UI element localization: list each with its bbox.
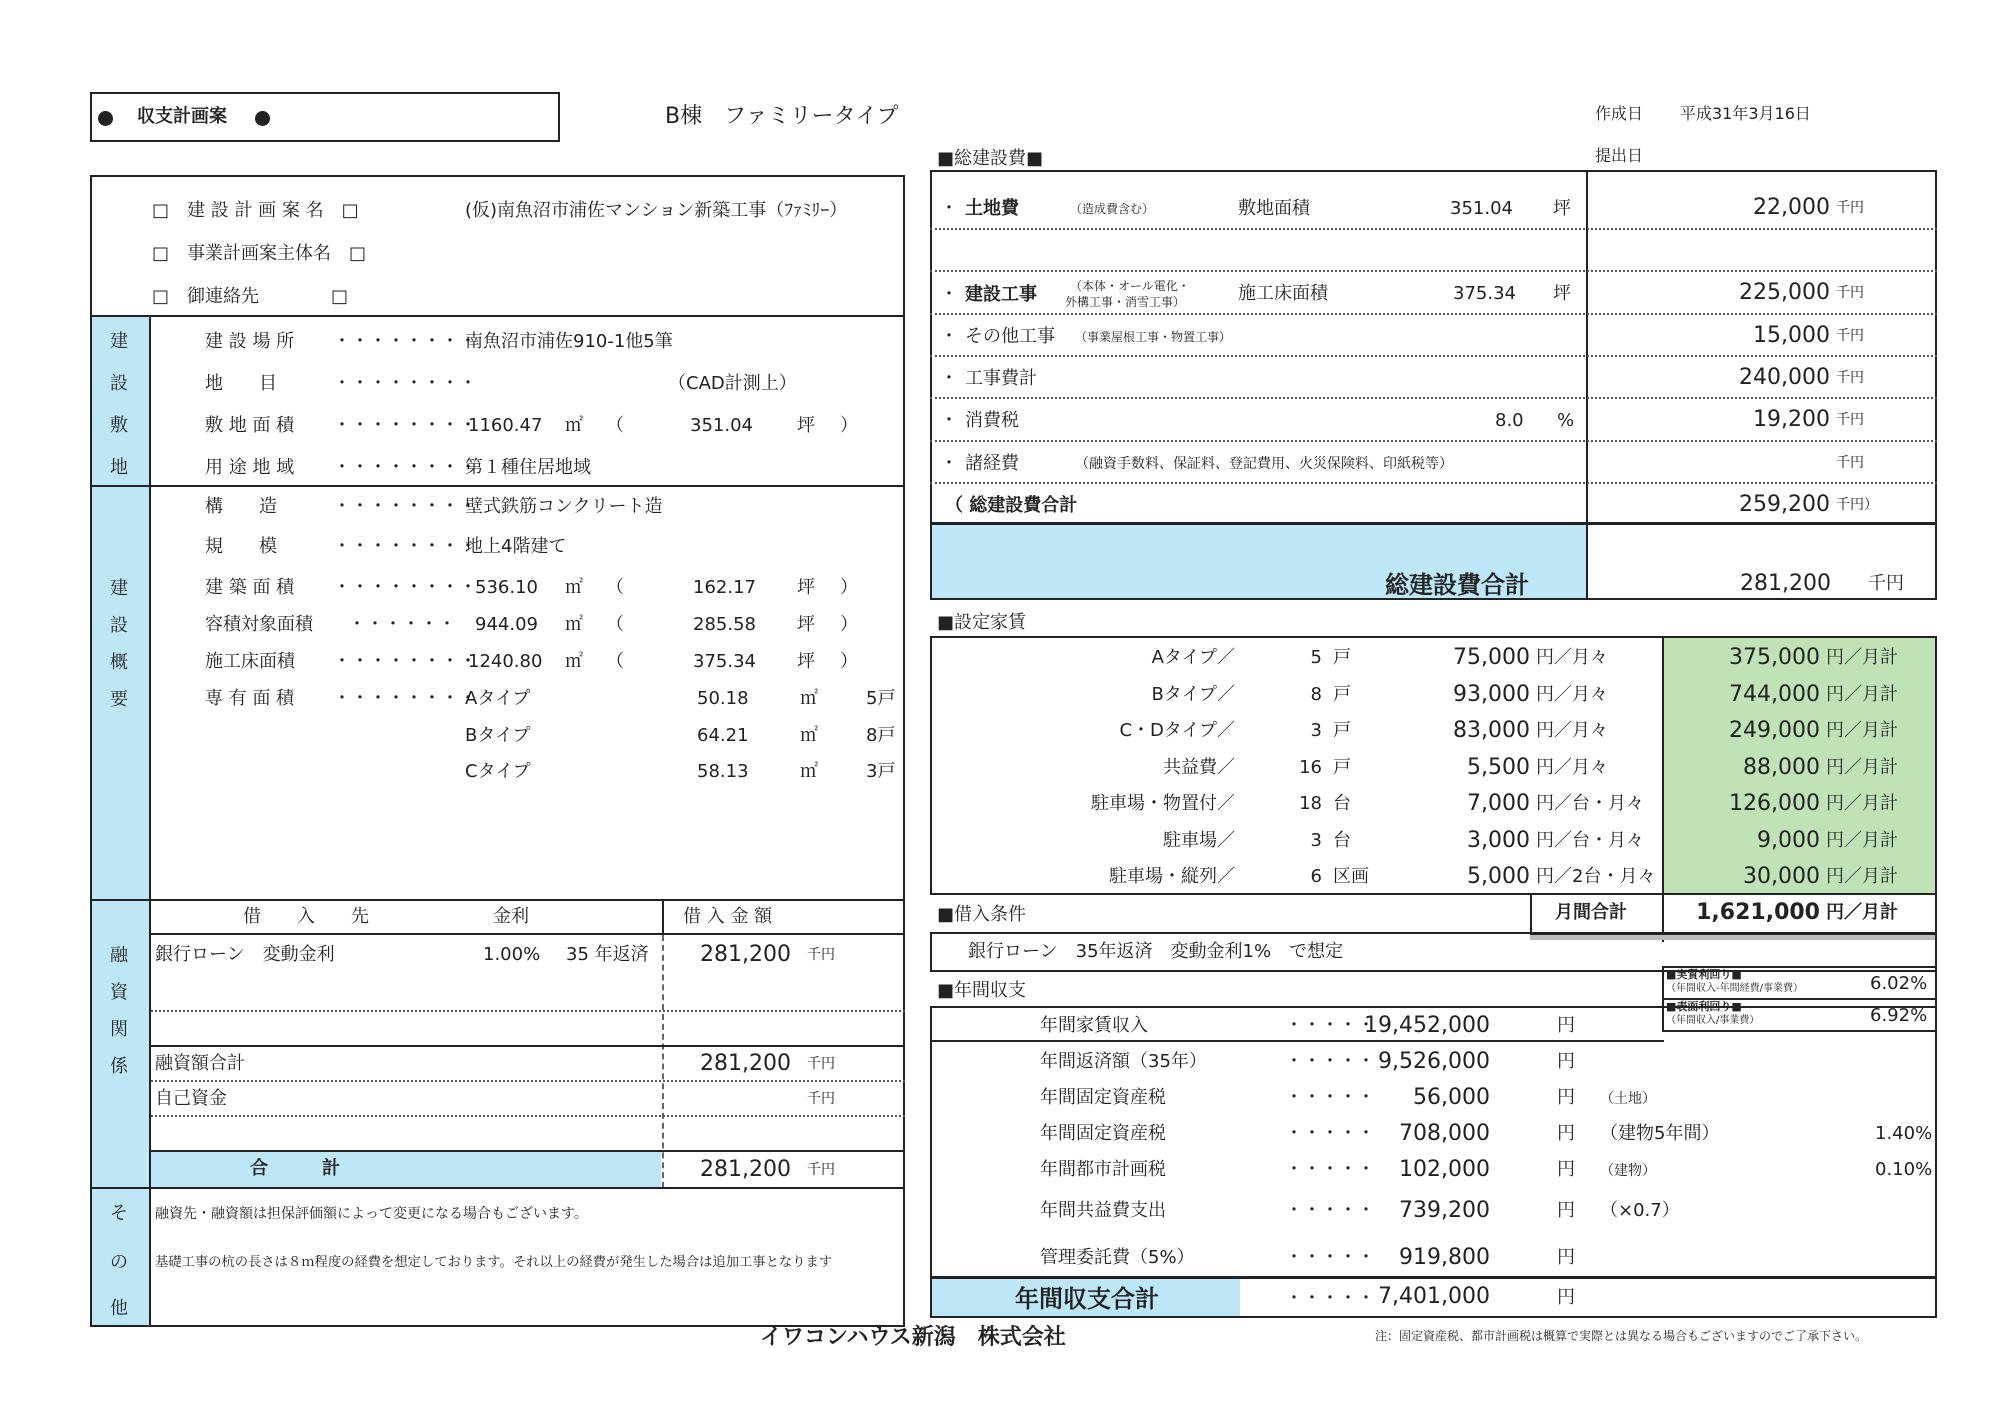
misc-label: 諸経費	[965, 453, 1019, 474]
unit-tsubo: 坪	[1553, 198, 1571, 219]
site-side-4: 地	[110, 457, 128, 478]
footer-note: 注：固定資産税、都市計画税は概算で実際とは異なる場合もございますのでご了承下さい。	[1375, 1329, 1868, 1343]
surface-yield-note: （年間収入/事業費）	[1666, 1015, 1760, 1026]
submitted-label: 提出日	[1595, 146, 1644, 165]
rent-row-unit: 戸	[1333, 720, 1351, 741]
annual-total-label: 年間収支合計	[1015, 1285, 1159, 1313]
other-side-2: の	[110, 1252, 128, 1273]
unit-tsubo: 坪	[797, 614, 815, 635]
created-label: 作成日	[1595, 104, 1644, 123]
dots: ・・・・・・・・	[333, 536, 477, 557]
rent-row-unit: 戸	[1333, 757, 1351, 778]
loan-amount: 281,200	[700, 942, 791, 967]
unit-thousand-yen: 千円	[1836, 328, 1864, 344]
bullet: ・	[940, 198, 958, 219]
unit-m2: ㎡	[565, 577, 583, 598]
type-a-units: 5戸	[866, 688, 896, 709]
annual-row-dots: ・・・・・	[1285, 1087, 1375, 1108]
annual-row-yen: 円	[1557, 1159, 1575, 1180]
dots: ・・・・・・・・	[333, 651, 477, 672]
rent-row-label: Aタイプ／	[1151, 647, 1235, 668]
annual-row-label: 年間共益費支出	[1040, 1200, 1166, 1221]
annual-row-yen: 円	[1557, 1015, 1575, 1036]
volume-area-m2: 944.09	[475, 614, 538, 635]
structure-value: 壁式鉄筋コンクリート造	[465, 496, 663, 517]
floor-area-m2: 1240.80	[468, 651, 543, 672]
rent-row-total-unit: 円／月計	[1826, 720, 1898, 741]
surface-yield-label: ■表面利回り■	[1666, 1000, 1742, 1013]
unit-m2: ㎡	[565, 415, 583, 436]
rent-row-label: C・Dタイプ／	[1119, 720, 1235, 741]
monthly-total-value: 1,621,000	[1696, 900, 1820, 925]
real-yield-note: （年間収入-年間経費/事業費）	[1666, 983, 1803, 994]
finance-side-2: 資	[110, 982, 128, 1003]
unit-tsubo: 坪	[797, 415, 815, 436]
dots: ・・・・・・・・	[333, 373, 477, 394]
equity-label: 自己資金	[155, 1088, 227, 1109]
finance-sum-value: 281,200	[700, 1157, 791, 1182]
unit-thousand-yen: 千円	[1868, 573, 1904, 594]
rent-row-total-unit: 円／月計	[1826, 793, 1898, 814]
monthly-total-unit: 円／月計	[1826, 902, 1898, 923]
unit-thousand-yen: 千円）	[1836, 497, 1878, 513]
rent-row-price: 5,000	[1467, 864, 1530, 889]
rent-row-count: 16	[1299, 757, 1322, 778]
page-title: B棟 ファミリータイプ	[665, 104, 899, 129]
annual-row-label: 管理委託費（5%）	[1040, 1247, 1195, 1268]
annual-row-label: 年間家賃収入	[1040, 1015, 1148, 1036]
dots: ・・・・・・・・	[333, 331, 477, 352]
annual-row-dots: ・・・・・	[1285, 1247, 1375, 1268]
dots: ・・・・・	[1285, 1288, 1375, 1309]
unit-tsubo: 坪	[1553, 283, 1571, 304]
other-side-3: 他	[110, 1298, 128, 1319]
structure-label: 構 造	[205, 496, 277, 517]
location-value: 南魚沼市浦佐910-1他5筆	[465, 331, 673, 352]
annual-row-note: （土地）	[1600, 1091, 1656, 1107]
grand-total-label: 総建設費合計	[1385, 571, 1529, 599]
type-b-name: Bタイプ	[465, 725, 531, 746]
floor-area-label: 施工床面積	[205, 651, 295, 672]
unit-m2: ㎡	[565, 651, 583, 672]
dots: ・・・・・・	[348, 614, 456, 635]
dots: ・・・・・・・・	[333, 688, 477, 709]
annual-row-dots: ・・・・・	[1285, 1159, 1375, 1180]
loan-name: 銀行ローン 変動金利	[155, 944, 335, 965]
rent-row-count: 5	[1310, 647, 1322, 668]
rent-row-price-unit: 円／2台・月々	[1536, 866, 1656, 887]
loan-term: 35 年返済	[566, 944, 649, 965]
rent-row-total: 88,000	[1743, 755, 1820, 780]
category-label: 地 目	[205, 373, 277, 394]
grand-total-value: 281,200	[1740, 571, 1831, 596]
rent-row-price: 5,500	[1467, 755, 1530, 780]
paren-open: （	[606, 614, 624, 635]
unit-thousand-yen: 千円	[1836, 285, 1864, 301]
other-note-1: 融資先・融資額は担保評価額によって変更になる場合もございます。	[155, 1206, 588, 1222]
loan-total-value: 281,200	[700, 1051, 791, 1076]
annual-row-note: （建物）	[1600, 1163, 1656, 1179]
unit-m2: ㎡	[800, 761, 818, 782]
paren-close: ）	[840, 415, 858, 436]
bullet: ・	[940, 410, 958, 431]
annual-row-pct: 1.40%	[1875, 1123, 1933, 1144]
annual-row-value: 9,526,000	[1378, 1049, 1490, 1074]
finance-side-1: 融	[110, 945, 128, 966]
category-value: （CAD計測上）	[668, 373, 797, 394]
annual-row-value: 919,800	[1399, 1245, 1490, 1270]
annual-row-yen: 円	[1557, 1200, 1575, 1221]
scale-label: 規 模	[205, 536, 277, 557]
rent-row-total: 375,000	[1729, 645, 1820, 670]
finance-side-3: 関	[110, 1019, 128, 1040]
annual-row-yen: 円	[1557, 1087, 1575, 1108]
outline-side-1: 建	[110, 578, 128, 599]
rent-row-total-unit: 円／月計	[1826, 684, 1898, 705]
tax-value: 19,200	[1753, 407, 1830, 432]
loan-rate: 1.00%	[483, 944, 541, 965]
zoning-value: 第１種住居地域	[465, 457, 591, 478]
misc-note: （融資手数料、保証料、登記費用、火災保険料、印紙税等）	[1075, 456, 1453, 472]
rent-row-label: 駐車場／	[1163, 830, 1235, 851]
private-area-label: 専 有 面 積	[205, 688, 295, 709]
annual-row-dots: ・・・・・	[1285, 1200, 1375, 1221]
annual-row-pct: 0.10%	[1875, 1159, 1933, 1180]
annual-total-value: 7,401,000	[1378, 1284, 1490, 1309]
rent-row-count: 3	[1310, 830, 1322, 851]
annual-row-dots: ・・・・・	[1285, 1123, 1375, 1144]
side-col-finance	[92, 901, 149, 1187]
unit-thousand-yen: 千円	[1836, 200, 1864, 216]
rent-section-title: ■設定家賃	[937, 612, 1027, 633]
location-label: 建 設 場 所	[205, 331, 295, 352]
other-side-1: そ	[110, 1203, 128, 1224]
site-side-2: 設	[110, 373, 128, 394]
type-c-area: 58.13	[697, 761, 749, 782]
rent-row-total: 126,000	[1729, 791, 1820, 816]
zoning-label: 用 途 地 域	[205, 457, 295, 478]
finance-side-4: 係	[110, 1056, 128, 1077]
unit-thousand-yen: 千円	[1836, 455, 1864, 471]
surface-yield-value: 6.92%	[1870, 1005, 1928, 1026]
rent-row-price-unit: 円／台・月々	[1536, 830, 1644, 851]
company-name: イワコンハウス新潟 株式会社	[760, 1325, 1066, 1350]
finance-h-amount: 借 入 金 額	[683, 906, 773, 927]
costs-sum-value: 259,200	[1739, 492, 1830, 517]
rent-row-price: 83,000	[1453, 718, 1530, 743]
rent-row-count: 18	[1299, 793, 1322, 814]
site-area-m2: 1160.47	[468, 415, 543, 436]
costs-sum-label: （ 総建設費合計	[945, 495, 1078, 516]
bullet: ・	[940, 368, 958, 389]
dots: ・・・・・・・・	[333, 457, 477, 478]
construction-value: 225,000	[1739, 280, 1830, 305]
paren-close: ）	[840, 614, 858, 635]
paren-open: （	[606, 651, 624, 672]
rent-row-price: 75,000	[1453, 645, 1530, 670]
rent-row-price: 3,000	[1467, 828, 1530, 853]
monthly-total-label: 月間合計	[1555, 902, 1627, 923]
building-area-tsubo: 162.17	[693, 577, 756, 598]
rent-row-label: 駐車場・縦列／	[1109, 866, 1235, 887]
unit-m2: ㎡	[565, 614, 583, 635]
annual-row-value: 19,452,000	[1364, 1013, 1490, 1038]
outline-side-3: 概	[110, 652, 128, 673]
land-cost-label: 土地費	[965, 198, 1019, 219]
site-area-label: 敷 地 面 積	[205, 415, 295, 436]
unit-thousand-yen: 千円	[1836, 370, 1864, 386]
annual-row-label: 年間固定資産税	[1040, 1087, 1166, 1108]
unit-m2: ㎡	[800, 688, 818, 709]
construction-area: 375.34	[1453, 283, 1516, 304]
rent-row-count: 6	[1310, 866, 1322, 887]
unit-tsubo: 坪	[797, 577, 815, 598]
volume-area-label: 容積対象面積	[205, 614, 313, 635]
bullet: ・	[940, 284, 958, 305]
floor-area-tsubo: 375.34	[693, 651, 756, 672]
building-area-label: 建 築 面 積	[205, 577, 295, 598]
land-area: 351.04	[1450, 198, 1513, 219]
rent-row-label: Bタイプ／	[1151, 684, 1235, 705]
type-b-units: 8戸	[866, 725, 896, 746]
annual-row-label: 年間固定資産税	[1040, 1123, 1166, 1144]
annual-row-yen: 円	[1557, 1247, 1575, 1268]
type-a-area: 50.18	[697, 688, 749, 709]
site-area-tsubo: 351.04	[690, 415, 753, 436]
annual-row-note: （×0.7）	[1600, 1200, 1680, 1221]
rent-row-total: 249,000	[1729, 718, 1820, 743]
rent-row-total-unit: 円／月計	[1826, 866, 1898, 887]
rent-row-unit: 戸	[1333, 647, 1351, 668]
loan-cond-text: 銀行ローン 35年返済 変動金利1% で想定	[968, 941, 1344, 962]
paren-open: （	[606, 577, 624, 598]
rent-row-unit: 区画	[1333, 866, 1369, 887]
construction-note-1: （本体・オール電化・	[1070, 279, 1190, 293]
rent-row-price: 7,000	[1467, 791, 1530, 816]
other-works-value: 15,000	[1753, 323, 1830, 348]
rent-row-price-unit: 円／台・月々	[1536, 793, 1644, 814]
other-works-note: （事業屋根工事・物置工事）	[1075, 330, 1232, 344]
contact-label: □ 御連絡先 □	[152, 286, 349, 307]
type-c-units: 3戸	[866, 761, 896, 782]
annual-row-value: 102,000	[1399, 1157, 1490, 1182]
construction-note-2: 外構工事・消雪工事）	[1065, 295, 1186, 309]
rent-row-unit: 台	[1333, 830, 1351, 851]
annual-row-yen: 円	[1557, 1123, 1575, 1144]
site-side-3: 敷	[110, 415, 128, 436]
rent-row-label: 駐車場・物置付／	[1091, 793, 1235, 814]
annual-row-value: 56,000	[1413, 1085, 1490, 1110]
badge-title: 収支計画案	[137, 106, 227, 127]
dots: ・・・・・・・・	[333, 496, 477, 517]
unit-tsubo: 坪	[797, 651, 815, 672]
rent-row-unit: 台	[1333, 793, 1351, 814]
rent-row-price-unit: 円／月々	[1536, 647, 1608, 668]
unit-thousand-yen: 千円	[1836, 412, 1864, 428]
unit-thousand-yen: 千円	[807, 1091, 835, 1107]
outline-side-2: 設	[110, 615, 128, 636]
created-date: 平成31年3月16日	[1680, 104, 1811, 123]
rent-row-price-unit: 円／月々	[1536, 720, 1608, 741]
rent-row-count: 3	[1310, 720, 1322, 741]
tax-rate: 8.0	[1495, 410, 1524, 431]
type-c-name: Cタイプ	[465, 761, 531, 782]
finance-h-rate: 金利	[493, 906, 529, 927]
rent-row-total: 9,000	[1757, 828, 1820, 853]
project-name-value: (仮)南魚沼市浦佐マンション新築工事（ﾌｧﾐﾘｰ）	[465, 200, 848, 221]
paren-close: ）	[840, 577, 858, 598]
type-a-name: Aタイプ	[465, 688, 531, 709]
land-area-label: 敷地面積	[1238, 198, 1310, 219]
dots: ・・・・・・・・	[333, 577, 477, 598]
annual-row-dots: ・・・・・	[1285, 1015, 1375, 1036]
project-name-label: □ 建 設 計 画 案 名 □	[152, 200, 359, 221]
dots: ・・・・・・・・	[333, 415, 477, 436]
volume-area-tsubo: 285.58	[693, 614, 756, 635]
paren-open: （	[606, 415, 624, 436]
construction-area-label: 施工床面積	[1238, 283, 1328, 304]
yen: 円	[1557, 1287, 1575, 1308]
loan-cond-title: ■借入条件	[937, 904, 1027, 925]
bullet: ・	[940, 453, 958, 474]
land-cost-note: （造成費含む）	[1070, 202, 1155, 216]
rent-row-total-unit: 円／月計	[1826, 647, 1898, 668]
unit-percent: %	[1557, 410, 1575, 431]
annual-row-note: （建物5年間）	[1600, 1123, 1720, 1144]
entity-label: □ 事業計画案主体名 □	[152, 243, 367, 264]
site-side-1: 建	[110, 331, 128, 352]
subtotal-label: 工事費計	[965, 368, 1037, 389]
other-works-label: その他工事	[965, 326, 1055, 347]
annual-title: ■年間収支	[937, 980, 1027, 1001]
annual-row-value: 739,200	[1399, 1198, 1490, 1223]
finance-h-lender: 借 入 先	[243, 906, 369, 927]
tax-label: 消費税	[965, 410, 1019, 431]
annual-row-label: 年間返済額（35年）	[1040, 1051, 1207, 1072]
outline-side-4: 要	[110, 689, 128, 710]
bullet: ・	[940, 326, 958, 347]
rent-row-price: 93,000	[1453, 682, 1530, 707]
rent-row-price-unit: 円／月々	[1536, 684, 1608, 705]
rent-row-total-unit: 円／月計	[1826, 830, 1898, 851]
finance-sum-bg	[151, 1152, 661, 1187]
rent-row-price-unit: 円／月々	[1536, 757, 1608, 778]
real-yield-value: 6.02%	[1870, 973, 1928, 994]
annual-row-value: 708,000	[1399, 1121, 1490, 1146]
annual-row-yen: 円	[1557, 1051, 1575, 1072]
unit-m2: ㎡	[800, 725, 818, 746]
rent-row-total: 744,000	[1729, 682, 1820, 707]
real-yield-label: ■実質利回り■	[1666, 968, 1742, 981]
other-note-2: 基礎工事の杭の長さは８ｍ程度の経費を想定しております。それ以上の経費が発生した場合は追加工事となります	[155, 1255, 833, 1270]
bullet-dot-left	[98, 111, 113, 126]
scale-value: 地上4階建て	[465, 536, 567, 557]
unit-thousand-yen: 千円	[807, 947, 835, 963]
annual-row-label: 年間都市計画税	[1040, 1159, 1166, 1180]
rent-row-label: 共益費／	[1163, 757, 1235, 778]
building-area-m2: 536.10	[475, 577, 538, 598]
rent-row-total: 30,000	[1743, 864, 1820, 889]
costs-section-title: ■総建設費■	[937, 148, 1044, 169]
finance-sum-label: 合 計	[250, 1158, 340, 1179]
type-b-area: 64.21	[697, 725, 749, 746]
unit-thousand-yen: 千円	[807, 1056, 835, 1072]
unit-thousand-yen: 千円	[807, 1162, 835, 1178]
land-cost-value: 22,000	[1753, 195, 1830, 220]
bullet-dot-right	[255, 111, 270, 126]
subtotal-value: 240,000	[1739, 365, 1830, 390]
rent-row-total-unit: 円／月計	[1826, 757, 1898, 778]
rent-row-count: 8	[1310, 684, 1322, 705]
construction-label: 建設工事	[965, 284, 1037, 305]
paren-close: ）	[840, 651, 858, 672]
annual-row-dots: ・・・・・	[1285, 1051, 1375, 1072]
loan-total-label: 融資額合計	[155, 1053, 245, 1074]
rent-row-unit: 戸	[1333, 684, 1351, 705]
